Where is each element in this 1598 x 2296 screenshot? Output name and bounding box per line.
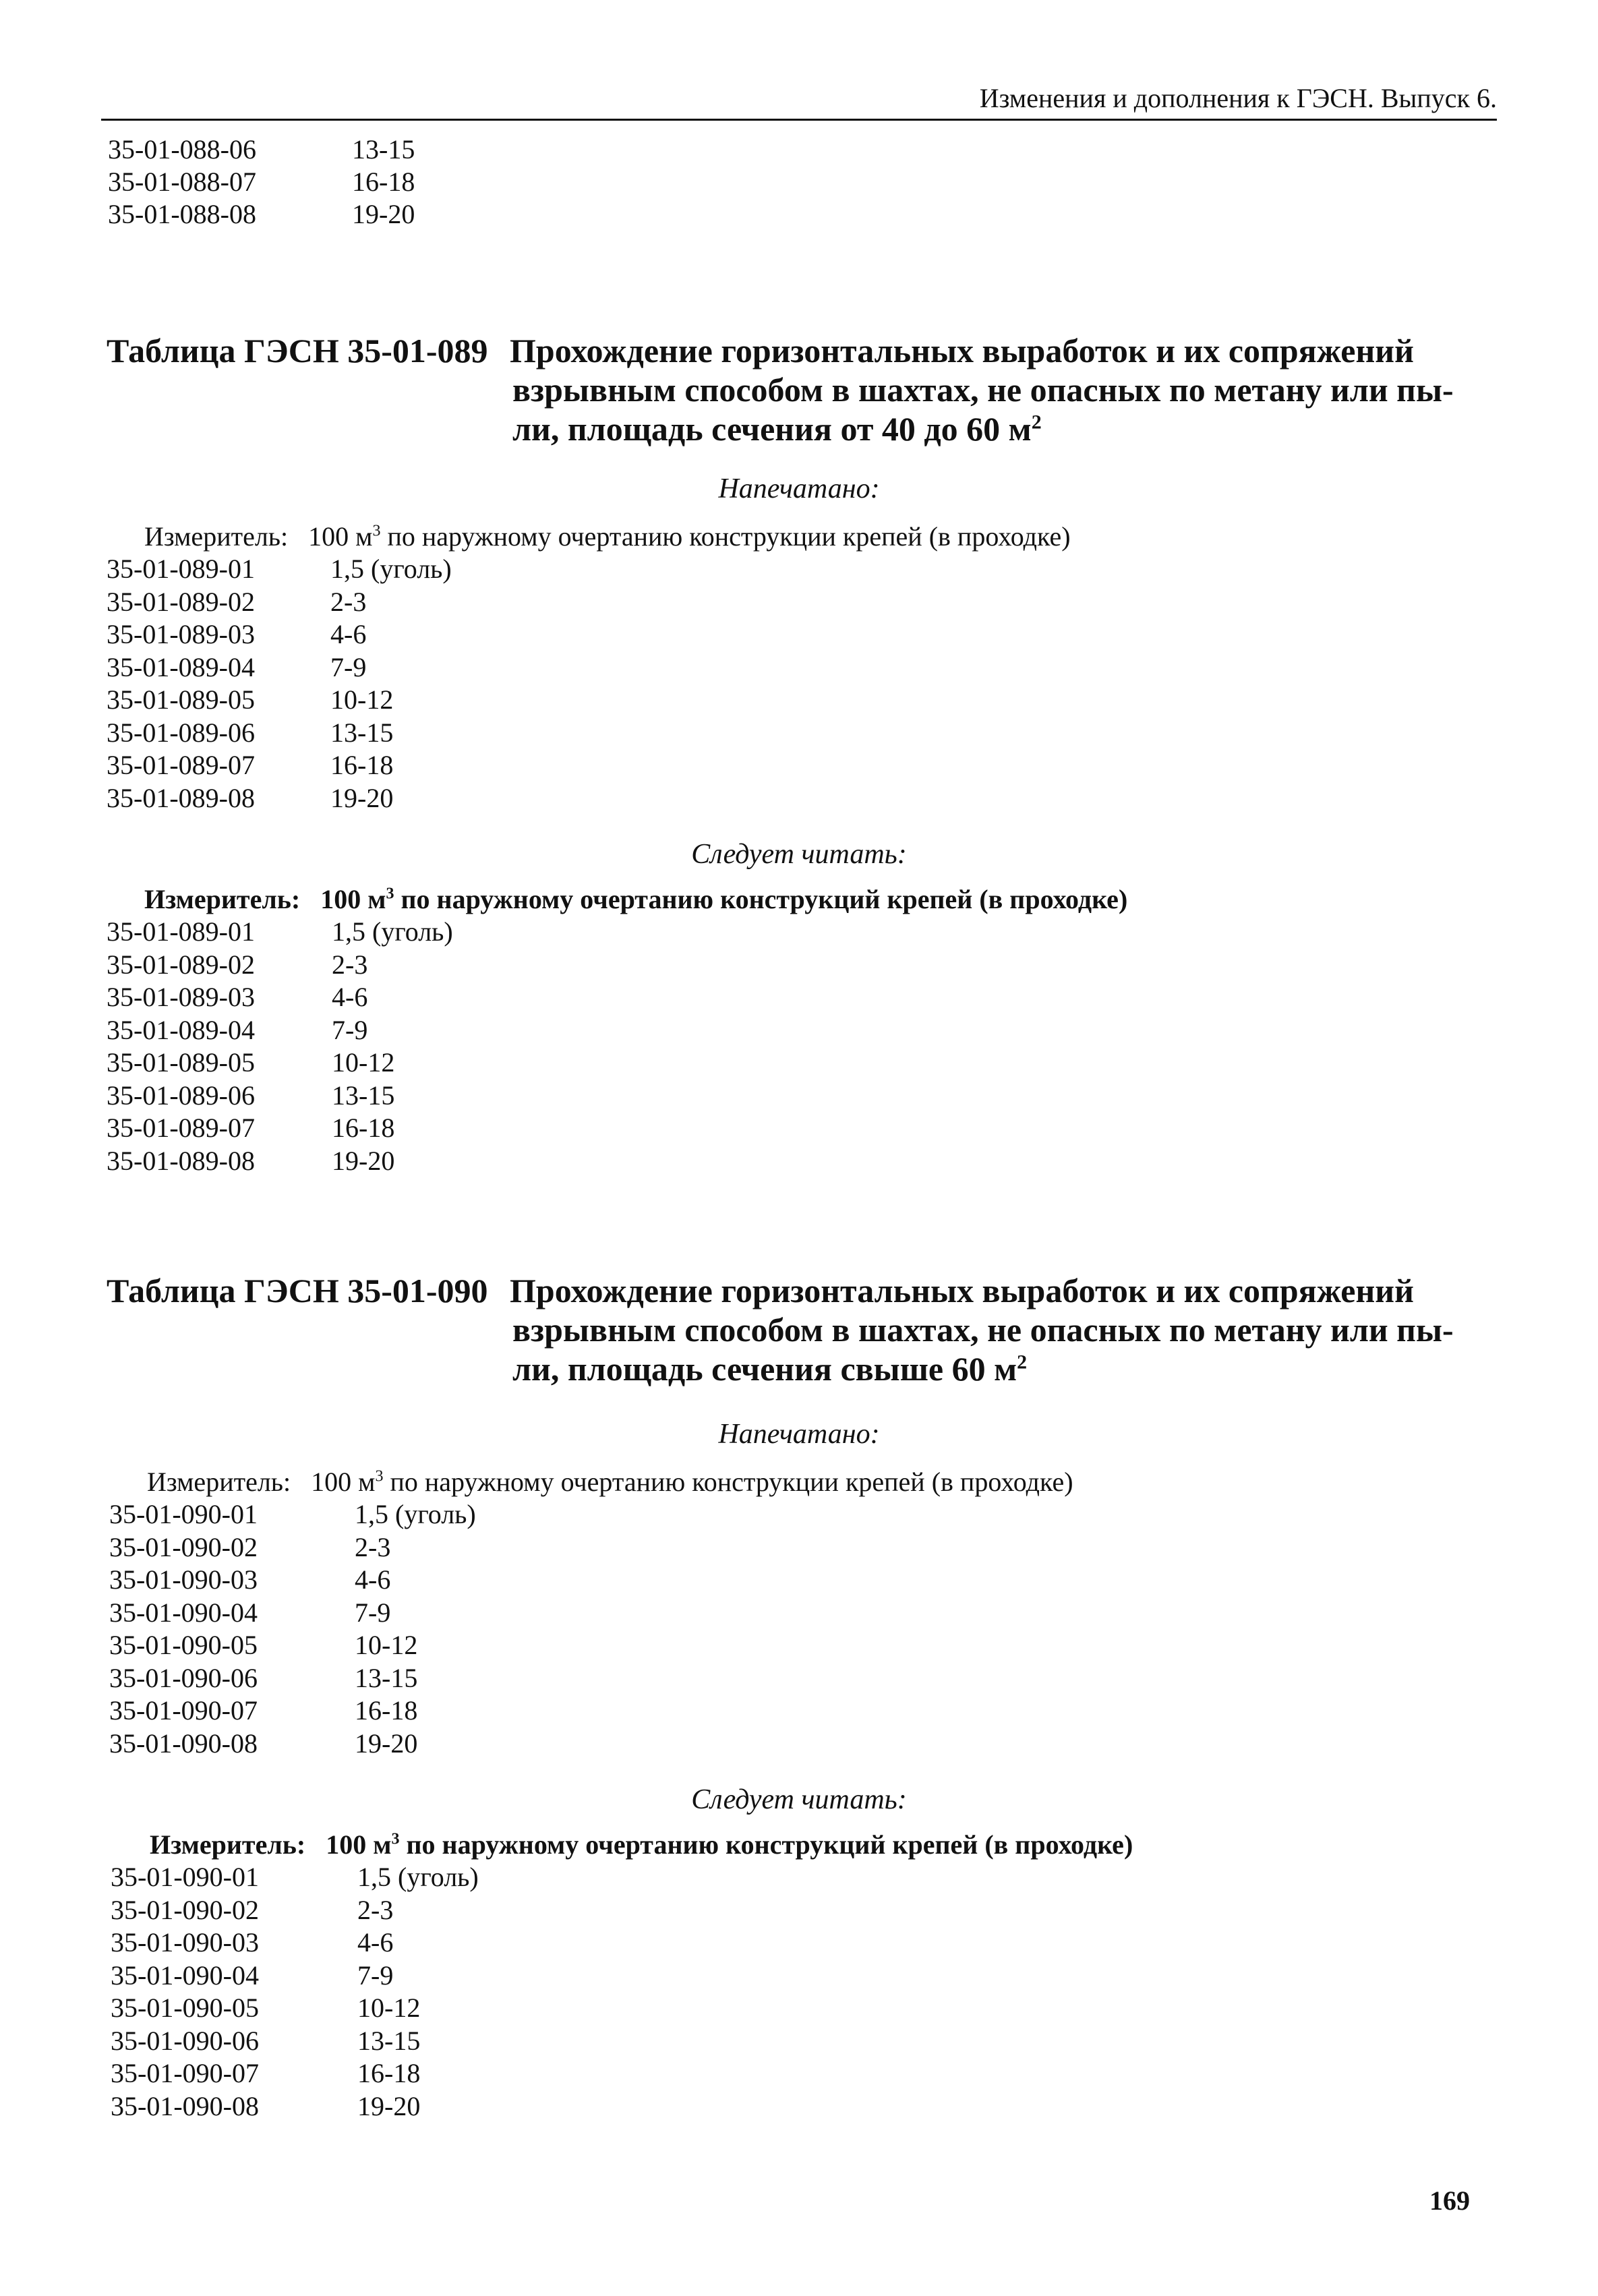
table-title-line: ли, площадь сечения свыше 60 м <box>512 1350 1017 1388</box>
row-code: 35-01-089-08 <box>107 782 255 813</box>
list-item <box>108 134 512 166</box>
list-item <box>107 618 579 651</box>
table-title-line: Прохождение горизонтальных выработок и их сопряжений <box>510 332 1414 370</box>
row-value: 13-15 <box>330 717 394 748</box>
list-item <box>107 553 579 585</box>
list-item <box>111 1926 583 1959</box>
table-title-090 <box>107 1270 1496 1392</box>
list-item <box>107 1047 579 1079</box>
corrected-heading: Следует читать: <box>691 1784 907 1815</box>
row-code: 35-01-089-03 <box>107 982 255 1012</box>
table-title-089 <box>107 330 1496 452</box>
list-item <box>111 2090 583 2123</box>
row-code: 35-01-089-01 <box>107 554 255 584</box>
row-value: 7-9 <box>355 1597 391 1628</box>
row-code: 35-01-089-04 <box>107 1014 255 1045</box>
table-label: Таблица ГЭСН 35-01-090 <box>107 1272 488 1309</box>
list-item <box>107 1080 579 1112</box>
row-value: 10-12 <box>357 1993 421 2023</box>
list-item <box>109 1728 581 1760</box>
row-value: 10-12 <box>355 1630 418 1660</box>
measure-label: Измеритель: <box>144 884 301 914</box>
list-item <box>109 1498 581 1531</box>
measure-text: 100 м <box>311 1467 376 1497</box>
row-code: 35-01-089-06 <box>107 717 255 748</box>
row-value: 16-18 <box>330 750 394 780</box>
page-number: 169 <box>1429 2185 1470 2216</box>
list-item <box>109 1695 581 1727</box>
row-code: 35-01-090-05 <box>109 1630 258 1660</box>
superscript: 3 <box>372 522 381 540</box>
measure-text: по наружному очертанию конструкции крепей (в проходке) <box>383 1467 1073 1497</box>
measure-text: по наружному очертанию конструкций крепей (в проходке) <box>399 1829 1133 1860</box>
measure-text: по наружному очертанию конструкций крепей (в проходке) <box>394 884 1128 914</box>
row-code: 35-01-089-08 <box>107 1145 255 1176</box>
table-title-line: взрывным способом в шахтах, не опасных по метану или пы- <box>512 371 1454 409</box>
row-value: 4-6 <box>330 619 367 649</box>
list-item <box>111 2057 583 2090</box>
list-item <box>107 1014 579 1047</box>
row-code: 35-01-088-08 <box>108 199 256 229</box>
row-code: 35-01-089-05 <box>107 684 255 715</box>
list-item <box>111 2025 583 2057</box>
row-code: 35-01-089-04 <box>107 651 255 682</box>
row-value: 19-20 <box>352 199 415 229</box>
list-item <box>111 1861 583 1893</box>
measure-line <box>147 1466 1073 1498</box>
list-item <box>107 1145 579 1177</box>
superscript: 2 <box>1031 411 1042 434</box>
measure-label: Измеритель: <box>144 521 289 552</box>
row-value: 16-18 <box>355 1695 418 1726</box>
list-item <box>107 1112 579 1144</box>
row-value: 7-9 <box>357 1960 394 1991</box>
table-title-line: Прохождение горизонтальных выработок и их сопряжений <box>510 1272 1414 1309</box>
row-value: 13-15 <box>332 1080 395 1111</box>
row-code: 35-01-088-06 <box>108 134 256 165</box>
row-code: 35-01-090-08 <box>109 1728 258 1759</box>
row-value: 2-3 <box>330 586 367 617</box>
row-code: 35-01-090-07 <box>109 1695 258 1726</box>
row-code: 35-01-090-06 <box>111 2025 259 2056</box>
list-item <box>109 1564 581 1596</box>
row-value: 4-6 <box>332 982 368 1012</box>
table-label: Таблица ГЭСН 35-01-089 <box>107 332 488 370</box>
running-header: Изменения и дополнения к ГЭСН. Выпуск 6. <box>979 83 1497 113</box>
row-value: 1,5 (уголь) <box>332 916 453 947</box>
list-item <box>107 586 579 618</box>
corrected-heading: Следует читать: <box>691 839 907 870</box>
list-item <box>111 1960 583 1992</box>
row-value: 13-15 <box>357 2025 421 2056</box>
superscript: 3 <box>386 885 394 903</box>
list-item <box>108 198 512 231</box>
row-code: 35-01-089-01 <box>107 916 255 947</box>
row-value: 4-6 <box>355 1564 391 1595</box>
superscript: 3 <box>375 1467 384 1485</box>
row-value: 7-9 <box>330 651 367 682</box>
row-value: 2-3 <box>332 949 368 980</box>
row-code: 35-01-089-02 <box>107 949 255 980</box>
table-title-line: ли, площадь сечения от 40 до 60 м <box>512 410 1032 448</box>
row-value: 1,5 (уголь) <box>330 554 452 584</box>
list-item <box>108 166 512 198</box>
row-value: 16-18 <box>332 1113 395 1143</box>
row-code: 35-01-090-05 <box>111 1993 259 2023</box>
row-code: 35-01-090-08 <box>111 2090 259 2121</box>
row-value: 2-3 <box>355 1531 391 1562</box>
list-item <box>111 1894 583 1926</box>
measure-text: по наружному очертанию конструкции крепей (в проходке) <box>380 521 1071 552</box>
list-item <box>107 949 579 981</box>
list-item <box>109 1597 581 1629</box>
row-code: 35-01-090-04 <box>109 1597 258 1628</box>
row-value: 7-9 <box>332 1014 368 1045</box>
list-item <box>109 1629 581 1661</box>
list-item <box>107 916 579 948</box>
superscript: 3 <box>391 1830 400 1848</box>
row-value: 2-3 <box>357 1894 394 1925</box>
list-item <box>107 782 579 815</box>
row-value: 1,5 (уголь) <box>355 1499 476 1529</box>
row-code: 35-01-090-01 <box>109 1499 258 1529</box>
row-value: 13-15 <box>355 1662 418 1693</box>
measure-line <box>144 521 1071 553</box>
row-code: 35-01-090-07 <box>111 2058 259 2088</box>
header-rule <box>101 119 1497 121</box>
row-code: 35-01-090-04 <box>111 1960 259 1991</box>
list-item <box>109 1662 581 1695</box>
measure-line <box>144 883 1127 916</box>
measure-line <box>150 1829 1133 1861</box>
row-code: 35-01-089-05 <box>107 1047 255 1078</box>
row-value: 19-20 <box>330 782 394 813</box>
list-item <box>107 684 579 716</box>
row-code: 35-01-090-03 <box>111 1927 259 1958</box>
list-item <box>109 1531 581 1564</box>
row-value: 16-18 <box>357 2058 421 2088</box>
list-item <box>107 717 579 749</box>
row-value: 19-20 <box>357 2090 421 2121</box>
row-value: 16-18 <box>352 167 415 197</box>
row-code: 35-01-090-03 <box>109 1564 258 1595</box>
row-value: 1,5 (уголь) <box>357 1862 479 1892</box>
row-value: 4-6 <box>357 1927 394 1958</box>
row-value: 13-15 <box>352 134 415 165</box>
row-value: 19-20 <box>355 1728 418 1759</box>
row-code: 35-01-090-06 <box>109 1662 258 1693</box>
row-value: 19-20 <box>332 1145 395 1176</box>
row-code: 35-01-090-02 <box>109 1531 258 1562</box>
measure-label: Измеритель: <box>147 1467 291 1497</box>
measure-text: 100 м <box>308 521 373 552</box>
row-value: 10-12 <box>330 684 394 715</box>
measure-label: Измеритель: <box>150 1829 306 1860</box>
row-code: 35-01-090-02 <box>111 1894 259 1925</box>
row-code: 35-01-089-07 <box>107 750 255 780</box>
row-code: 35-01-089-02 <box>107 586 255 617</box>
measure-text: 100 м <box>320 884 386 914</box>
row-value: 10-12 <box>332 1047 395 1078</box>
list-item <box>107 981 579 1013</box>
row-code: 35-01-089-03 <box>107 619 255 649</box>
printed-heading: Напечатано: <box>718 1419 880 1450</box>
row-code: 35-01-090-01 <box>111 1862 259 1892</box>
row-code: 35-01-089-06 <box>107 1080 255 1111</box>
superscript: 2 <box>1017 1351 1028 1374</box>
row-code: 35-01-089-07 <box>107 1113 255 1143</box>
printed-heading: Напечатано: <box>718 473 880 504</box>
list-item <box>107 749 579 782</box>
row-code: 35-01-088-07 <box>108 167 256 197</box>
list-item <box>107 651 579 684</box>
measure-text: 100 м <box>326 1829 392 1860</box>
table-title-line: взрывным способом в шахтах, не опасных по метану или пы- <box>512 1311 1454 1349</box>
list-item <box>111 1992 583 2024</box>
